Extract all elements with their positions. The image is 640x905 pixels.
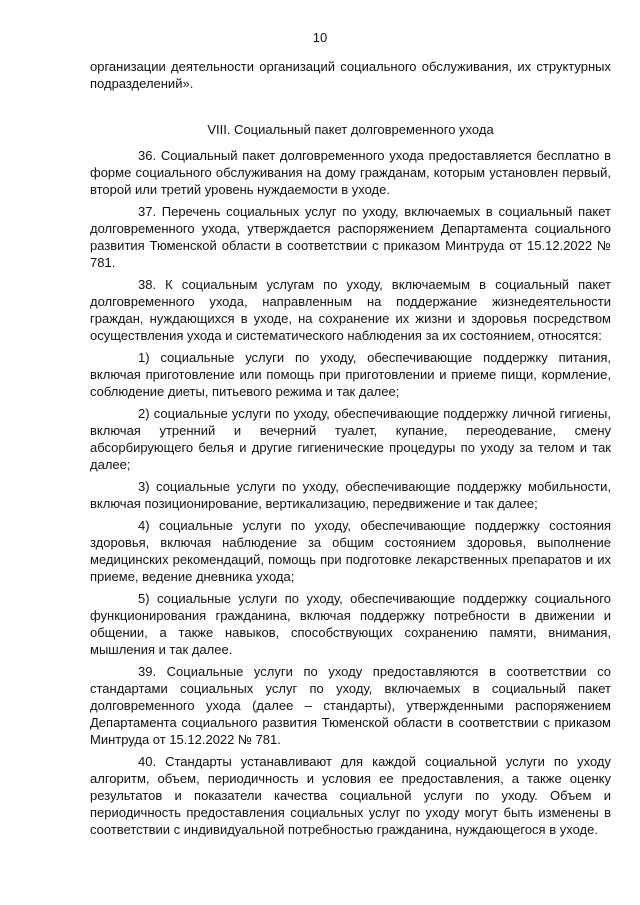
list-item-4: 4) социальные услуги по уходу, обеспечивающие поддержку состояния здоровья, включая наблюдение за общим состоянием здоровья, выполнение медицинских рекомендаций, помощь при подготовке лекарственных препаратов и их приеме, ведение дневника ухода; [90,518,611,584]
intro-fragment: организации деятельности организаций социального обслуживания, их структурных подразделений». [90,59,611,91]
page-number: 10 [312,30,328,45]
list-item-2: 2) социальные услуги по уходу, обеспечивающие поддержку личной гигиены, включая утренний и вечерний туалет, купание, переодевание, смену абсорбирующего белья и другие гигиенические процедуры по уходу за телом и так далее; [90,406,611,472]
paragraph-37: 37. Перечень социальных услуг по уходу, включаемых в социальный пакет долговременного ухода, утверждается распоряжением Департамента социального развития Тюменской области в соответствии с приказом Минтруда от 15.12.2022 № 781. [90,204,611,270]
paragraph-40: 40. Стандарты устанавливают для каждой социальной услуги по уходу алгоритм, объем, периодичность и условия ее предоставления, а также оценку результатов и показатели качества социальной услуги по уходу. Объем и периодичность предоставления социальных услуг по уходу могут быть изменены в соответствии с индивидуальной потребностью гражданина, нуждающегося в уходе. [90,754,611,837]
paragraph-39: 39. Социальные услуги по уходу предоставляются в соответствии со стандартами социальных услуг по уходу, включаемых в социальный пакет долговременного ухода (далее – стандарты), утвержденными распоряжением Департамента социального развития Тюменской области в соответствии с приказом Минтруда от 15.12.2022 № 781. [90,664,611,747]
list-item-1: 1) социальные услуги по уходу, обеспечивающие поддержку питания, включая приготовление или помощь при приготовлении и приеме пищи, кормление, соблюдение диеты, питьевого режима и так далее; [90,350,611,399]
section-heading: VIII. Социальный пакет долговременного ухода [207,122,494,137]
list-item-5: 5) социальные услуги по уходу, обеспечивающие поддержку социального функционирования гражданина, включая поддержку потребности в движении и общении, а также навыков, способствующих сохранению памяти, внимания, мышления и так далее. [90,591,611,657]
paragraph-36: 36. Социальный пакет долговременного ухода предоставляется бесплатно в форме социального обслуживания на дому гражданам, которым установлен первый, второй или третий уровень нуждаемости в уходе. [90,148,611,197]
list-item-3: 3) социальные услуги по уходу, обеспечивающие поддержку мобильности, включая позиционирование, вертикализацию, передвижение и так далее; [90,479,611,511]
document-body [90,58,611,843]
paragraph-38: 38. К социальным услугам по уходу, включаемым в социальный пакет долговременного ухода, направленным на поддержание жизнедеятельности граждан, нуждающихся в уходе, на сохранение их жизни и здоровья посредством осуществления ухода и систематического наблюдения за их состоянием, относятся: [90,277,611,343]
